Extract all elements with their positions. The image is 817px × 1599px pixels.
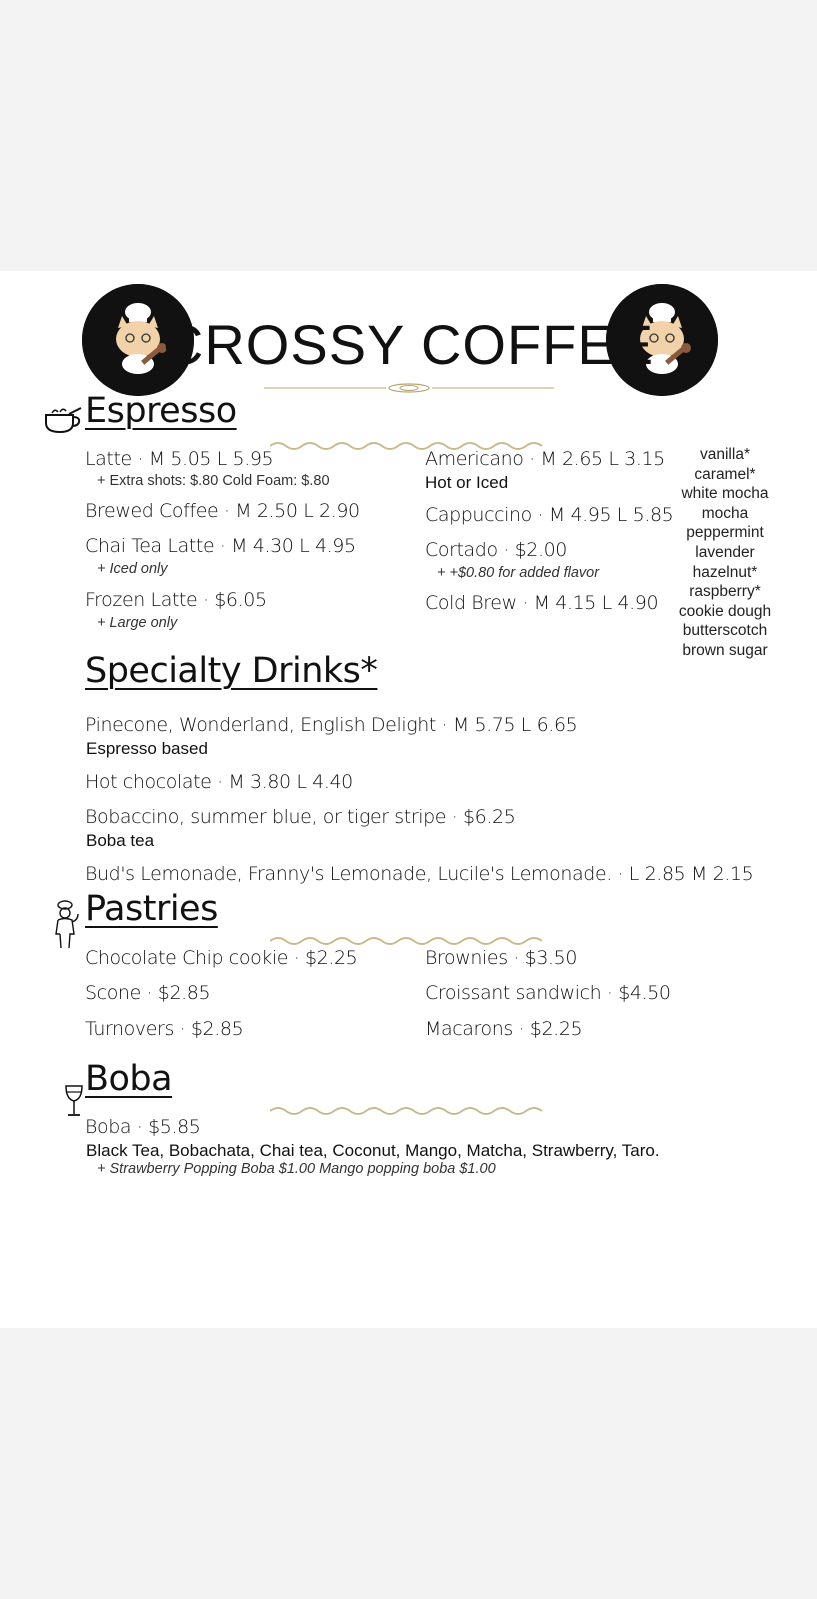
wave-divider-icon [270, 935, 546, 947]
boba-flavors: Black Tea, Bobachata, Chai tea, Coconut, Mango, Matcha, Strawberry, Taro. [86, 1141, 660, 1160]
item-note: + +$0.80 for added flavor [437, 565, 600, 581]
menu-item-brewed-coffee: Brewed Coffee · M 2.50 L 2.90 [85, 500, 360, 522]
flavor-item: white mocha [681, 485, 769, 503]
menu-item-chai-tea-latte: Chai Tea Latte · M 4.30 L 4.95 [85, 535, 356, 557]
menu-item-pastry: Macarons · $2.25 [425, 1018, 583, 1040]
section-heading-boba: Boba [85, 1059, 173, 1099]
section-heading-specialty: Specialty Drinks* [85, 651, 378, 691]
item-subtitle: Hot or Iced [425, 473, 509, 492]
menu-item-americano: Americano · M 2.65 L 3.15 [425, 448, 665, 470]
menu-item-pastry: Chocolate Chip cookie · $2.25 [85, 947, 358, 969]
chef-icon [50, 900, 82, 950]
flavor-item: caramel* [694, 465, 756, 483]
menu-item-specialty: Pinecone, Wonderland, English Delight · M 5.75 L 6.65 [85, 714, 578, 736]
flavor-list [660, 445, 790, 661]
flavor-item: raspberry* [689, 583, 761, 601]
menu-item-pastry: Scone · $2.85 [85, 982, 211, 1004]
menu-item-hot-chocolate: Hot chocolate · M 3.80 L 4.40 [85, 771, 353, 793]
flavor-item: peppermint [686, 524, 764, 542]
menu-item-lemonade: Bud's Lemonade, Franny's Lemonade, Lucile's Lemonade. · L 2.85 M 2.15 [85, 863, 754, 885]
item-subtitle: Espresso based [86, 739, 208, 758]
ornament-divider-icon [264, 381, 554, 395]
section-heading-pastries: Pastries [85, 889, 218, 929]
menu-card [0, 271, 817, 1328]
item-note: + Large only [97, 615, 178, 631]
menu-item-pastry: Turnovers · $2.85 [85, 1018, 244, 1040]
flavor-item: lavender [695, 543, 755, 561]
item-note: + Strawberry Popping Boba $1.00 Mango popping boba $1.00 [97, 1161, 496, 1177]
flavor-item: vanilla* [700, 446, 750, 463]
flavor-item: butterscotch [682, 622, 768, 640]
flavor-item: mocha [701, 504, 749, 522]
menu-item-cold-brew: Cold Brew · M 4.15 L 4.90 [425, 592, 659, 614]
flavor-item: cookie dough [678, 602, 772, 620]
flavor-item: hazelnut* [692, 563, 758, 581]
menu-item-pastry: Brownies · $3.50 [425, 947, 578, 969]
coffee-cup-icon [43, 405, 83, 435]
item-note: + Extra shots: $.80 Cold Foam: $.80 [97, 473, 330, 489]
menu-item-bobaccino: Bobaccino, summer blue, or tiger stripe · $6.25 [85, 806, 516, 828]
menu-item-pastry: Croissant sandwich · $4.50 [425, 982, 671, 1004]
flavor-item: brown sugar [682, 641, 768, 659]
wine-glass-icon [64, 1084, 84, 1118]
page-title: CROSSY COFFEE [162, 313, 655, 376]
item-subtitle: Boba tea [86, 831, 155, 850]
menu-item-cappuccino: Cappuccino · M 4.95 L 5.85 [425, 504, 674, 526]
menu-item-cortado: Cortado · $2.00 [425, 539, 567, 561]
wave-divider-icon [270, 1105, 546, 1117]
item-note: + Iced only [97, 561, 168, 577]
section-heading-espresso: Espresso [85, 391, 237, 431]
menu-item-frozen-latte: Frozen Latte · $6.05 [85, 589, 267, 611]
menu-item-boba: Boba · $5.85 [85, 1116, 201, 1138]
menu-item-latte: Latte · M 5.05 L 5.95 [85, 448, 274, 470]
